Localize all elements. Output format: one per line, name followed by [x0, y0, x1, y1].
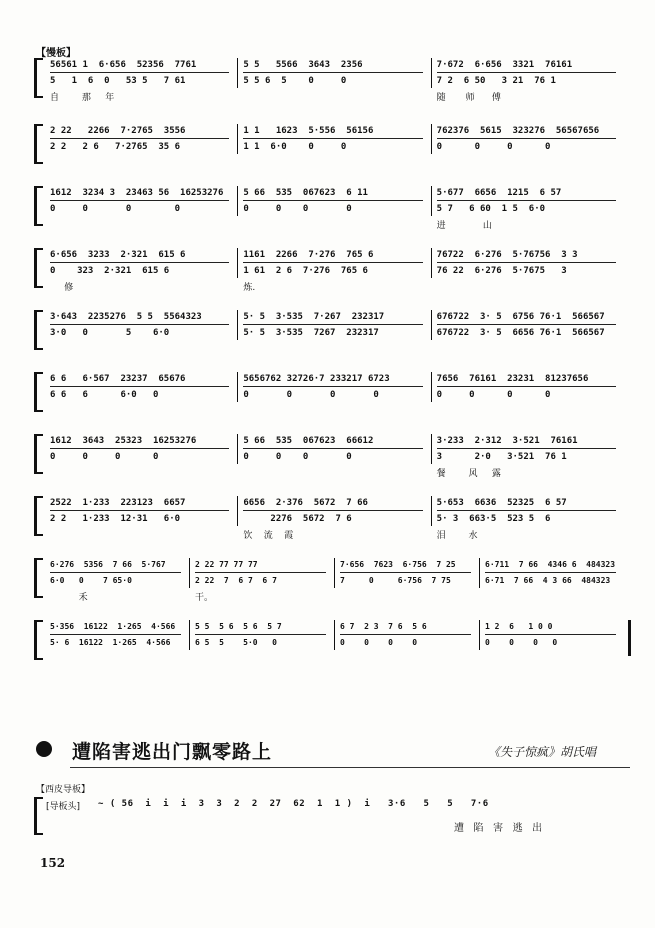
measure-lower-notes: 5· 6 16122 1·265 4·566 [50, 638, 171, 647]
measure-lower-notes: 6·71 7 66 4 3 66 484323 [485, 576, 611, 585]
measure-lower-notes: 5 5 6 5 0 0 [243, 76, 347, 86]
measure-upper-notes: 5 66 535 067623 66612 [243, 436, 374, 446]
bullet-icon [36, 741, 52, 757]
barline [237, 434, 238, 464]
measure-lower-notes: 0 0 0 0 [485, 638, 558, 647]
measure-lyrics: 禾 [50, 593, 88, 603]
measure-upper-notes: 6 6 6·567 23237 65676 [50, 374, 186, 384]
measure-upper-notes: 7·672 6·656 3321 76161 [436, 60, 573, 70]
system-bracket [34, 434, 43, 474]
barline [479, 558, 480, 588]
measure-lower-notes: 6·0 0 7 65·0 [50, 576, 132, 585]
beam-line [50, 72, 229, 74]
measure-lyrics: 餐 风 露 [436, 469, 501, 479]
score-system [34, 58, 630, 104]
barline [237, 124, 238, 154]
measure-lower-notes: 2 2 2 6 7·2765 35 6 [50, 142, 181, 152]
page-number: 152 [40, 856, 66, 870]
measure-upper-notes: 6 7 2 3 7 6 5 6 [340, 622, 427, 631]
title-rule [70, 767, 630, 768]
system-bracket [34, 58, 43, 98]
beam-line [437, 138, 616, 140]
measure-upper-notes: 6·656 3233 2·321 615 6 [50, 250, 186, 260]
measure-lower-notes: 1 61 2 6 7·276 765 6 [243, 266, 368, 276]
measure-upper-notes: 56561 1 6·656 52356 7761 [50, 60, 197, 70]
measure-lower-notes: 2276 5672 7 6 [243, 514, 352, 524]
measure-lower-notes: 5 7 6 60 1 5 6·0 [436, 204, 546, 214]
system-bracket [34, 496, 43, 536]
barline [237, 58, 238, 88]
score-system [34, 372, 630, 418]
mode-label: 【西皮导板】 [36, 785, 91, 795]
measure-lower-notes: 0 0 0 0 [243, 452, 352, 462]
beam-line [243, 262, 422, 264]
measure-upper-notes: 6·276 5356 7 66 5·767 [50, 560, 166, 569]
barline [334, 620, 335, 650]
measure-upper-notes: 762376 5615 323276 56567656 [436, 126, 600, 136]
intro-notes: ~ ( 56 i i i 3 3 2 2 27 62 1 1 ) i 3·6 5 5 7·6 [98, 799, 489, 809]
measure-lower-notes: 0 0 0 0 [50, 452, 159, 462]
system-bracket [34, 372, 43, 412]
song-source: 《失子惊疯》胡氏唱 [488, 745, 597, 759]
barline [189, 620, 190, 650]
measure-lower-notes: 3 2·0 3·521 76 1 [436, 452, 567, 462]
barline [189, 558, 190, 588]
barline [334, 558, 335, 588]
score-system [34, 496, 630, 542]
system-bracket [34, 248, 43, 288]
measure-lower-notes: 0 0 0 0 [436, 142, 551, 152]
measure-upper-notes: 5·356 16122 1·265 4·566 [50, 622, 176, 631]
measure-upper-notes: 3·233 2·312 3·521 76161 [436, 436, 578, 446]
measure-lower-notes: 5· 3 663·5 523 5 6 [436, 514, 551, 524]
beam-line [50, 386, 229, 388]
measure-lower-notes: 1 1 6·0 0 0 [243, 142, 347, 152]
beam-line [195, 634, 326, 636]
measure-lower-notes: 6 5 5 5·0 0 [195, 638, 277, 647]
system-bracket [34, 620, 43, 660]
measure-lower-notes: 0 0 0 0 [436, 390, 551, 400]
beam-line [50, 510, 229, 512]
system-bracket [34, 186, 43, 226]
beam-line [437, 386, 616, 388]
measure-upper-notes: 1161 2266 7·276 765 6 [243, 250, 374, 260]
measure-lyrics: 干。 [195, 593, 214, 603]
measure-lower-notes: 0 0 0 0 [243, 204, 352, 214]
barline [431, 496, 432, 526]
beam-line [437, 200, 616, 202]
measure-upper-notes: 5·677 6656 1215 6 57 [436, 188, 562, 198]
measure-upper-notes: 1612 3643 25323 16253276 [50, 436, 197, 446]
beam-line [485, 572, 616, 574]
tempo-marking: 【慢板】 [36, 48, 76, 59]
measure-upper-notes: 5 66 535 067623 6 11 [243, 188, 368, 198]
measure-upper-notes: 1 2 6 1 0 0 [485, 622, 553, 631]
measure-lower-notes: 2 22 7 6 7 6 7 [195, 576, 277, 585]
measure-upper-notes: 5 5 5566 3643 2356 [243, 60, 363, 70]
beam-line [437, 510, 616, 512]
measure-upper-notes: 5 5 5 6 5 6 5 7 [195, 622, 282, 631]
beam-line [340, 634, 471, 636]
barline [479, 620, 480, 650]
measure-lower-notes: 7 0 6·756 7 75 [340, 576, 451, 585]
beam-line [50, 572, 181, 574]
beam-line [243, 386, 422, 388]
beam-line [485, 634, 616, 636]
score-system [34, 310, 630, 356]
measure-lower-notes: 0 0 0 0 [243, 390, 379, 400]
barline [431, 124, 432, 154]
beam-line [243, 138, 422, 140]
measure-lower-notes: 2 2 1·233 12·31 6·0 [50, 514, 181, 524]
beam-line [437, 448, 616, 450]
measure-lower-notes: 76 22 6·276 5·7675 3 [436, 266, 567, 276]
beam-line [437, 324, 616, 326]
beam-line [243, 324, 422, 326]
beam-line [50, 138, 229, 140]
measure-lower-notes: 3·0 0 5 6·0 [50, 328, 170, 338]
measure-upper-notes: 1612 3234 3 23463 56 16253276 [50, 188, 224, 198]
measure-lyrics: 炼. [243, 283, 256, 293]
beam-line [437, 262, 616, 264]
measure-lyrics: 随 师 傅 [436, 93, 501, 103]
measure-lower-notes: 0 0 0 0 [340, 638, 418, 647]
barline [431, 310, 432, 340]
score-system [34, 558, 630, 604]
barline [237, 186, 238, 216]
barline [431, 58, 432, 88]
barline [237, 248, 238, 278]
intro-system [34, 797, 630, 833]
beam-line [50, 324, 229, 326]
measure-upper-notes: 3·643 2235276 5 5 5564323 [50, 312, 202, 322]
beam-line [50, 448, 229, 450]
beam-line [437, 72, 616, 74]
score-system [34, 124, 630, 170]
measure-lower-notes: 676722 3· 5 6656 76·1 566567 [436, 328, 605, 338]
measure-lyrics: 饮 流 霞 [243, 531, 294, 541]
measure-upper-notes: 2 22 2266 7·2765 3556 [50, 126, 186, 136]
measure-lyrics: 进 山 [436, 221, 492, 231]
measure-upper-notes: 5· 5 3·535 7·267 232317 [243, 312, 385, 322]
measure-upper-notes: 5656762 32726·7 233217 6723 [243, 374, 390, 384]
barline [237, 372, 238, 402]
score-system [34, 248, 630, 294]
measure-upper-notes: 5·653 6636 52325 6 57 [436, 498, 567, 508]
measure-lower-notes: 0 0 0 0 [50, 204, 181, 214]
barline [431, 372, 432, 402]
beam-line [243, 510, 422, 512]
measure-upper-notes: 2522 1·233 223123 6657 [50, 498, 186, 508]
score-system [34, 620, 630, 666]
barline [431, 186, 432, 216]
measure-lyrics: 泪 水 [436, 531, 478, 541]
measure-upper-notes: 1 1 1623 5·556 56156 [243, 126, 374, 136]
barline [237, 496, 238, 526]
measure-lower-notes: 7 2 6 50 3 21 76 1 [436, 76, 556, 86]
intro-lyrics: 遭 陷 害 逃 出 [454, 823, 543, 834]
measure-lyrics: 自 那 年 [50, 93, 115, 103]
measure-upper-notes: 2 22 77 77 77 [195, 560, 258, 569]
system-bracket [34, 124, 43, 164]
measure-lyrics: 修 [50, 283, 74, 293]
beam-line [243, 200, 422, 202]
system-bracket [34, 797, 43, 835]
measure-upper-notes: 6·711 7 66 4346 6 484323 [485, 560, 616, 569]
beam-line [50, 262, 229, 264]
measure-upper-notes: 676722 3· 5 6756 76·1 566567 [436, 312, 605, 322]
barline [431, 248, 432, 278]
measure-upper-notes: 7656 76161 23231 81237656 [436, 374, 589, 384]
measure-lower-notes: 5· 5 3·535 7267 232317 [243, 328, 379, 338]
measure-upper-notes: 76722 6·276 5·76756 3 3 [436, 250, 578, 260]
system-bracket [34, 558, 43, 598]
score-system [34, 186, 630, 232]
measure-upper-notes: 7·656 7623 6·756 7 25 [340, 560, 456, 569]
intro-label: [导板头] [46, 802, 81, 812]
beam-line [50, 200, 229, 202]
measure-lower-notes: 5 1 6 0 53 5 7 61 [50, 76, 186, 86]
measure-lower-notes: 0 323 2·321 615 6 [50, 266, 170, 276]
beam-line [243, 72, 422, 74]
measure-lower-notes: 6 6 6 6·0 0 [50, 390, 159, 400]
song-title: 遭陷害逃出门飘零路上 [72, 741, 273, 763]
beam-line [50, 634, 181, 636]
barline [237, 310, 238, 340]
measure-upper-notes: 6656 2·376 5672 7 66 [243, 498, 368, 508]
beam-line [243, 448, 422, 450]
final-barline [628, 620, 631, 656]
score-system [34, 434, 630, 480]
beam-line [195, 572, 326, 574]
beam-line [340, 572, 471, 574]
system-bracket [34, 310, 43, 350]
barline [431, 434, 432, 464]
